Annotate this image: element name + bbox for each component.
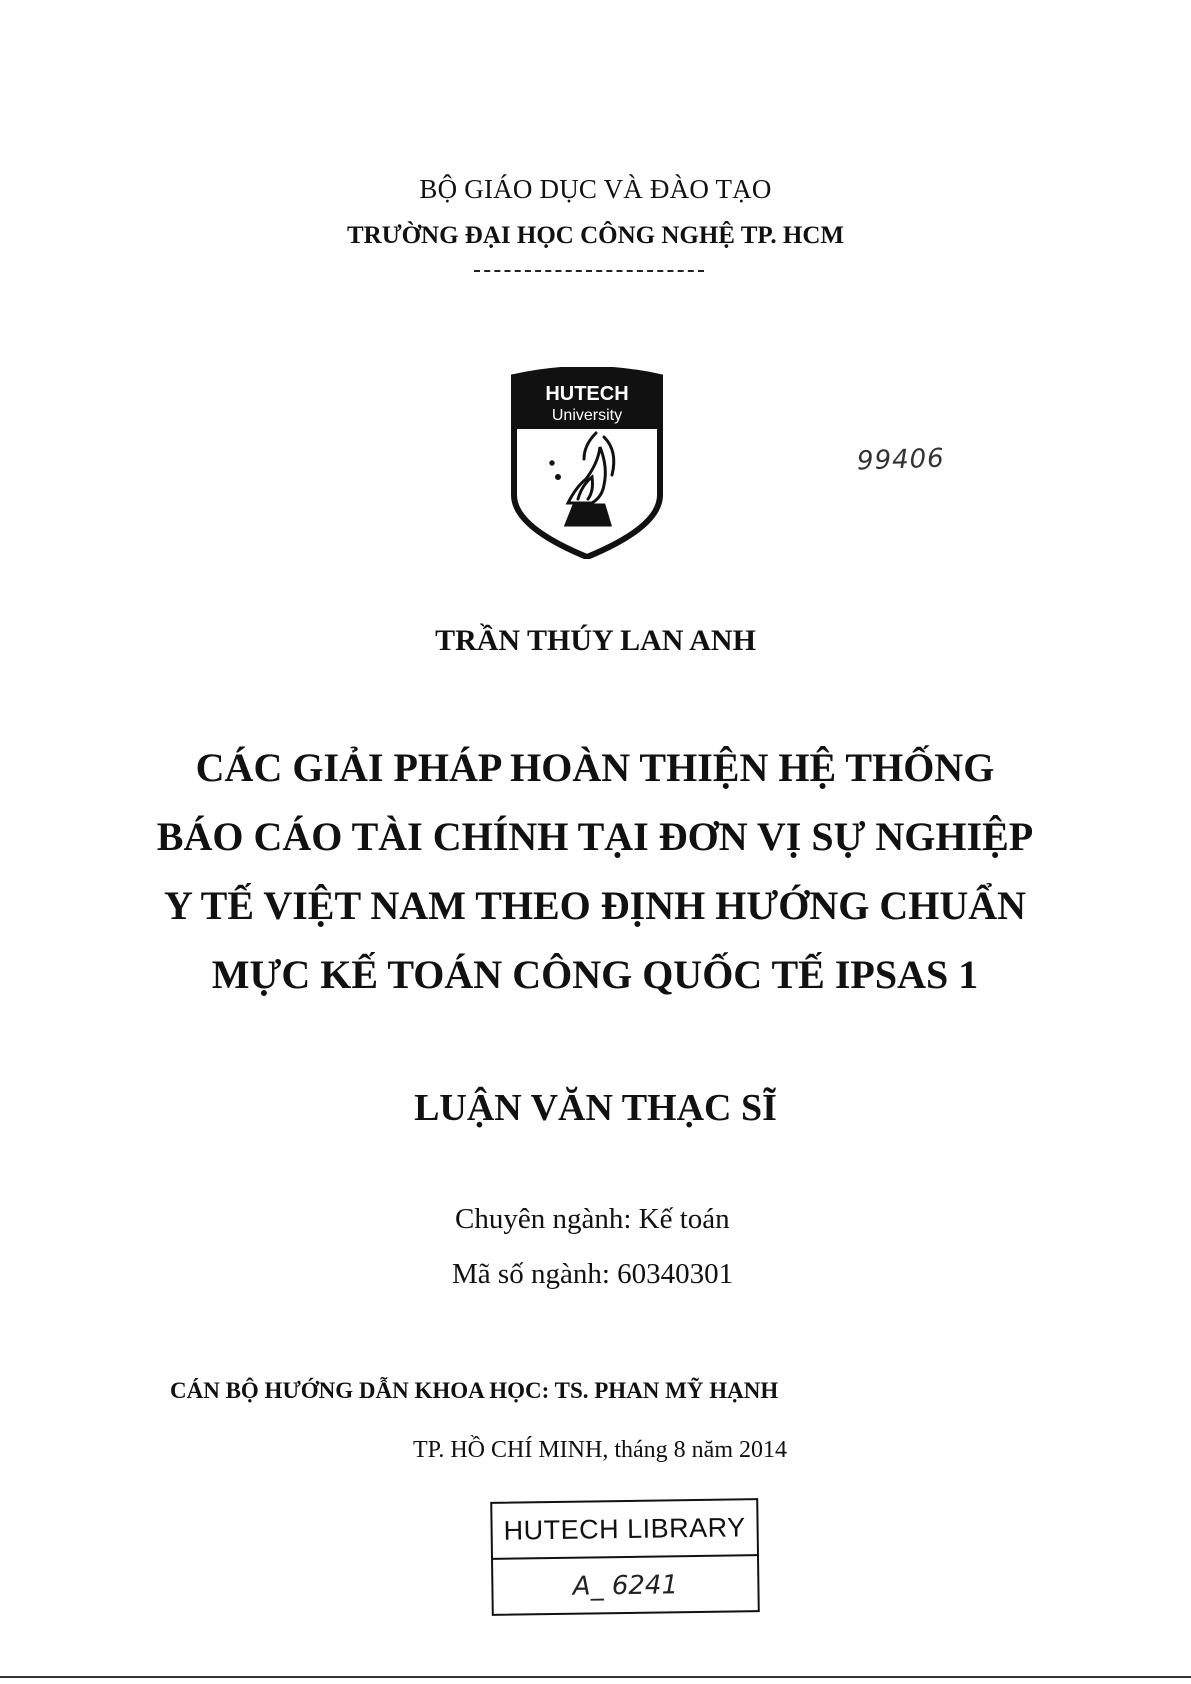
author-name: TRẦN THÚY LAN ANH [435,624,756,657]
place-date: TP. HỒ CHÍ MINH, tháng 8 năm 2014 [413,1437,787,1463]
torch-shield-icon [551,433,614,525]
logo-line1: HUTECH [545,383,629,405]
degree-type: LUẬN VĂN THẠC SĨ [414,1087,777,1129]
header-divider [474,270,704,272]
hutech-logo [508,367,666,559]
major-code: Mã số ngành: 60340301 [452,1258,734,1290]
title-line: BÁO CÁO TÀI CHÍNH TẠI ĐƠN VỊ SỰ NGHIỆP [156,814,1034,859]
supervisor: CÁN BỘ HƯỚNG DẪN KHOA HỌC: TS. PHAN MỸ HẠNH [170,1378,779,1403]
title-line: Y TẾ VIỆT NAM THEO ĐỊNH HƯỚNG CHUẨN [164,883,1026,928]
stamp-label: HUTECH LIBRARY [492,1500,757,1560]
scan-edge-line [0,1676,1191,1678]
thesis-title [90,733,1100,1009]
title-line: MỰC KẾ TOÁN CÔNG QUỐC TẾ IPSAS 1 [211,952,979,997]
ministry-name: BỘ GIÁO DỤC VÀ ĐÀO TẠO [419,174,772,204]
stamp-number: A_ 6241 [572,1570,679,1602]
library-stamp [490,1498,760,1616]
handwritten-catalog-number: 99406 [856,443,946,477]
major-label: Chuyên ngành: Kế toán [455,1203,730,1235]
university-name: TRƯỜNG ĐẠI HỌC CÔNG NGHỆ TP. HCM [346,222,845,249]
title-line: CÁC GIẢI PHÁP HOÀN THIỆN HỆ THỐNG [195,745,995,790]
logo-line2: University [551,407,623,424]
